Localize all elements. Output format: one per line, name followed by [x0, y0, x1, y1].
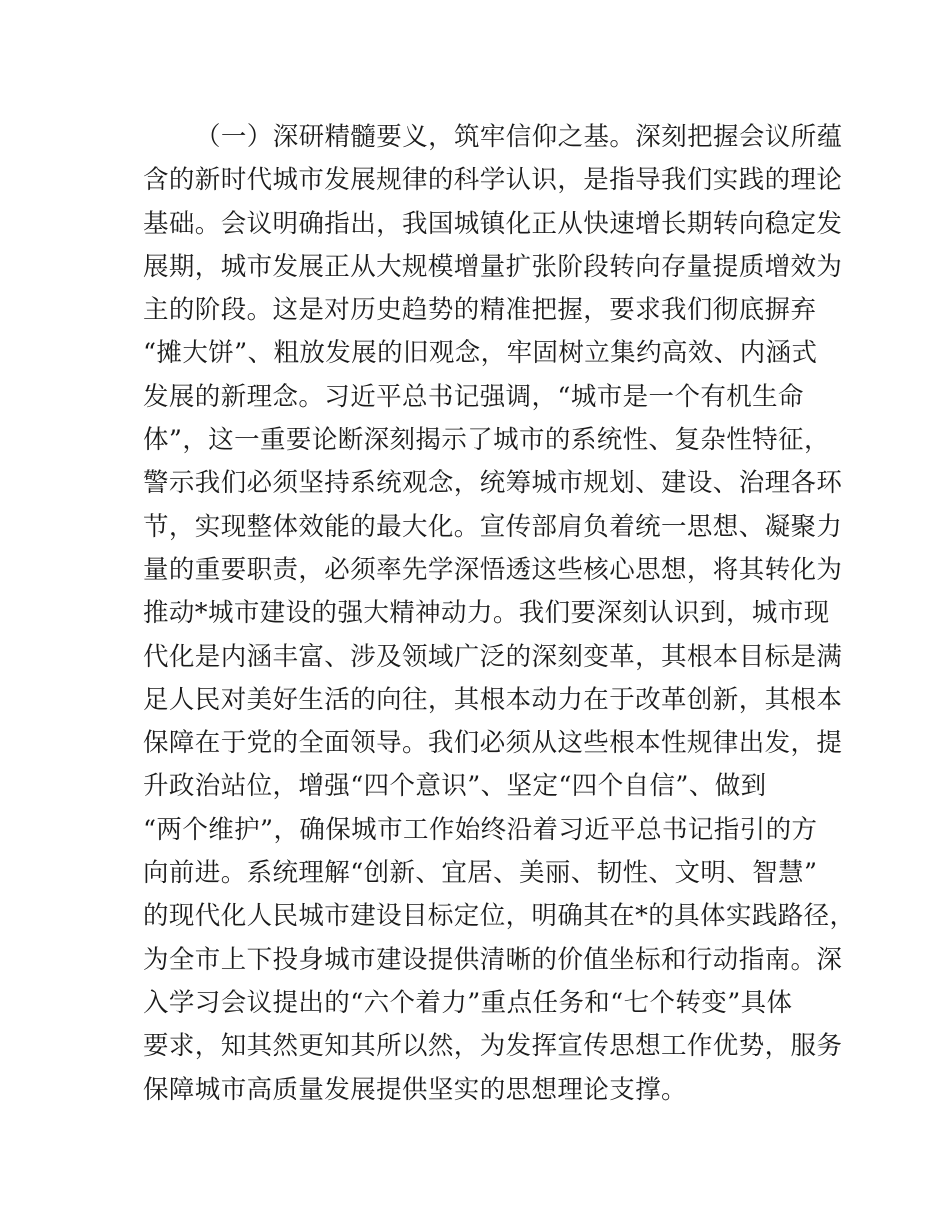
paragraph-line: 主的阶段。这是对历史趋势的精准把握，要求我们彻底摒弃 [143, 295, 817, 326]
paragraph-line: 展期，城市发展正从大规模增量扩张阶段转向存量提质增效为 [143, 251, 843, 282]
paragraph-line: 代化是内涵丰富、涉及领域广泛的深刻变革，其根本目标是满 [143, 641, 843, 672]
paragraph-line: （一）深研精髓要义，筑牢信仰之基。深刻把握会议所蕴 [195, 122, 843, 152]
paragraph-line: 体”，这一重要论断深刻揭示了城市的系统性、复杂性特征， [143, 425, 830, 456]
paragraph-line: 足人民对美好生活的向往，其根本动力在于改革创新，其根本 [143, 684, 843, 715]
paragraph-line: 保障城市高质量发展提供坚实的思想理论支撑。 [143, 1074, 687, 1105]
paragraph-line: 升政治站位，增强“四个意识”、坚定“四个自信”、做到 [143, 771, 767, 802]
paragraph-line: 入学习会议提出的“六个着力”重点任务和“七个转变”具体 [143, 987, 793, 1018]
paragraph-line: 推动*城市建设的强大精神动力。我们要深刻认识到，城市现 [143, 598, 830, 629]
paragraph-line: 要求，知其然更知其所以然，为发挥宣传思想工作优势，服务 [143, 1031, 843, 1062]
paragraph-line: 保障在于党的全面领导。我们必须从这些根本性规律出发，提 [143, 728, 843, 759]
paragraph-line: 基础。会议明确指出，我国城镇化正从快速增长期转向稳定发 [143, 208, 843, 239]
paragraph-line: 向前进。系统理解“创新、宜居、美丽、韧性、文明、智慧” [143, 858, 818, 889]
paragraph-line: 为全市上下投身城市建设提供清晰的价值坐标和行动指南。深 [143, 944, 843, 975]
paragraph-line: 的现代化人民城市建设目标定位，明确其在*的具体实践路径， [143, 901, 856, 932]
paragraph-line: “两个维护”，确保城市工作始终沿着习近平总书记指引的方 [143, 814, 818, 845]
paragraph-line: 警示我们必须坚持系统观念，统筹城市规划、建设、治理各环 [143, 468, 843, 499]
paragraph-line: “摊大饼”、粗放发展的旧观念，牢固树立集约高效、内涵式 [143, 338, 818, 369]
paragraph-line: 含的新时代城市发展规律的科学认识，是指导我们实践的理论 [143, 165, 843, 196]
paragraph-line: 发展的新理念。习近平总书记强调，“城市是一个有机生命 [143, 381, 804, 412]
paragraph-line: 量的重要职责，必须率先学深悟透这些核心思想，将其转化为 [143, 554, 843, 585]
paragraph-line: 节，实现整体效能的最大化。宣传部肩负着统一思想、凝聚力 [143, 511, 843, 542]
paragraph [143, 116, 856, 1112]
